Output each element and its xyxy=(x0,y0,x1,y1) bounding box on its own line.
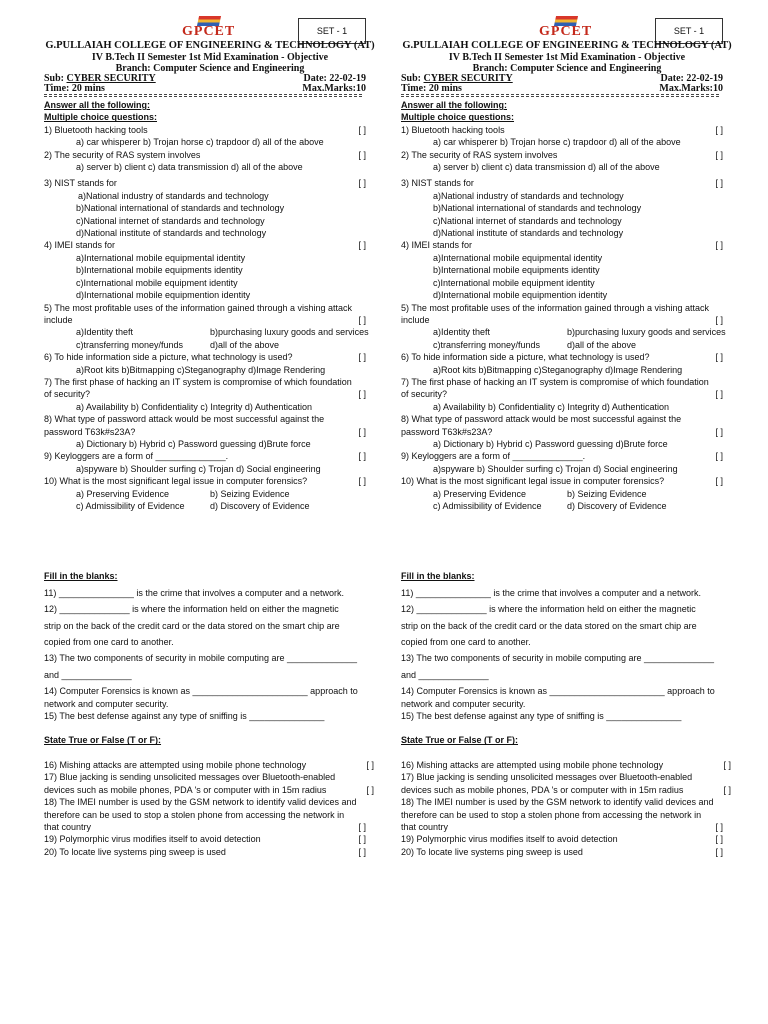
question-8-cont: password T63k#s23A? [ ] xyxy=(401,426,723,437)
question-7-cont: of security? [ ] xyxy=(401,389,723,400)
logo-text: GPCET xyxy=(182,24,236,39)
question-14-cont: network and computer security. xyxy=(401,698,526,709)
question-9: 9) Keyloggers are a form of ______________. [ ] xyxy=(401,451,723,462)
answer-bracket[interactable]: [ ] xyxy=(358,426,366,437)
question-4-option-d: d)International mobile equipmention identity xyxy=(433,290,608,301)
question-14-cont: network and computer security. xyxy=(44,698,169,709)
question-15: 15) The best defense against any type of sniffing is _______________ xyxy=(401,711,682,722)
tf-heading: State True or False (T or F): xyxy=(401,735,519,746)
question-8: 8) What type of password attack would be most successful against the xyxy=(401,414,682,425)
answer-bracket[interactable]: [ ] xyxy=(358,821,366,832)
question-7-options: a) Availability b) Confidentiality c) Integrity d) Authentication xyxy=(76,401,312,412)
set-label: SET - 1 xyxy=(655,18,723,44)
answer-bracket[interactable]: [ ] xyxy=(358,451,366,462)
question-13-cont: and ______________ xyxy=(44,669,132,680)
max-marks: Max.Marks:10 xyxy=(659,83,723,94)
question-10: 10) What is the most significant legal issue in computer forensics? [ ] xyxy=(44,476,366,487)
question-18-cont: therefore can be used to stop a stolen phone from accessing the network in xyxy=(401,809,702,820)
answer-bracket[interactable]: [ ] xyxy=(358,240,366,251)
question-1-options: a) car whisperer b) Trojan horse c) trapdoor d) all of the above xyxy=(76,137,324,148)
answer-bracket[interactable]: [ ] xyxy=(358,178,366,189)
question-17: 17) Blue jacking is sending unsolicited messages over Bluetooth-enabled xyxy=(44,772,336,783)
question-6: 6) To hide information side a picture, what technology is used? [ ] xyxy=(44,352,366,363)
answer-bracket[interactable]: [ ] xyxy=(358,834,366,845)
question-5-options-ab: a)Identity theft b)purchasing luxury goods and services xyxy=(76,327,369,338)
question-1: 1) Bluetooth hacking tools [ ] xyxy=(401,124,723,135)
question-5-cont: include [ ] xyxy=(44,314,366,325)
answer-bracket[interactable]: [ ] xyxy=(723,784,731,795)
question-17-cont: devices such as mobile phones, PDA 's or computer with in 15m radius [ ] xyxy=(401,784,731,795)
question-7: 7) The first phase of hacking an IT system is compromise of which foundation xyxy=(401,376,709,387)
question-2-options: a) server b) client c) data transmission d) all of the above xyxy=(76,162,303,173)
question-2: 2) The security of RAS system involves [ ] xyxy=(401,149,723,160)
question-4-option-a: a)International mobile equipmental identity xyxy=(433,252,603,263)
mcq-heading: Multiple choice questions: xyxy=(401,112,515,123)
question-11: 11) _______________ is the crime that involves a computer and a network. xyxy=(401,587,702,598)
question-18: 18) The IMEI number is used by the GSM network to identify valid devices and xyxy=(401,797,714,808)
question-8-options: a) Dictionary b) Hybrid c) Password guessing d)Brute force xyxy=(433,438,668,449)
question-13-cont: and ______________ xyxy=(401,669,489,680)
answer-bracket[interactable]: [ ] xyxy=(715,451,723,462)
answer-bracket[interactable]: [ ] xyxy=(358,149,366,160)
question-16: 16) Mishing attacks are attempted using mobile phone technology [ ] xyxy=(401,759,731,770)
college-logo xyxy=(174,16,244,40)
answer-bracket[interactable]: [ ] xyxy=(715,149,723,160)
question-17-cont: devices such as mobile phones, PDA 's or computer with in 15m radius [ ] xyxy=(44,784,374,795)
question-20: 20) To locate live systems ping sweep is used [ ] xyxy=(401,846,723,857)
instruction: Answer all the following: xyxy=(44,100,151,110)
answer-bracket[interactable]: [ ] xyxy=(723,759,731,770)
question-4: 4) IMEI stands for [ ] xyxy=(44,240,366,251)
exam-sheet-right xyxy=(401,14,768,874)
question-17: 17) Blue jacking is sending unsolicited messages over Bluetooth-enabled xyxy=(401,772,693,783)
subject: CYBER SECURITY xyxy=(66,73,156,84)
question-18: 18) The IMEI number is used by the GSM network to identify valid devices and xyxy=(44,797,357,808)
college-name: G.PULLAIAH COLLEGE OF ENGINEERING & TECHNOLOGY (AT) xyxy=(402,40,732,51)
question-7-options: a) Availability b) Confidentiality c) Integrity d) Authentication xyxy=(433,401,669,412)
fill-heading: Fill in the blanks: xyxy=(44,571,118,582)
question-12-cont2: copied from one card to another. xyxy=(44,637,174,648)
question-18-cont: therefore can be used to stop a stolen phone from accessing the network in xyxy=(44,809,345,820)
question-19: 19) Polymorphic virus modifies itself to avoid detection [ ] xyxy=(401,834,723,845)
question-3: 3) NIST stands for [ ] xyxy=(401,178,723,189)
time-row xyxy=(44,83,366,94)
question-3-option-d: d)National institute of standards and technology xyxy=(433,228,624,239)
question-14: 14) Computer Forensics is known as _______________________ approach to xyxy=(401,686,715,697)
question-9-options: a)spyware b) Shoulder surfing c) Trojan d) Social engineering xyxy=(433,463,678,474)
exam-date: Date: 22-02-19 xyxy=(660,73,723,84)
answer-bracket[interactable]: [ ] xyxy=(358,846,366,857)
answer-bracket[interactable]: [ ] xyxy=(715,178,723,189)
question-12-cont: strip on the back of the credit card or the data stored on the smart chip are xyxy=(401,620,697,631)
question-3-option-b: b)National international of standards and technology xyxy=(433,203,642,214)
logo-text: GPCET xyxy=(539,24,593,39)
question-10-options-cd: c) Admissibility of Evidence d) Discovery of Evidence xyxy=(433,501,667,511)
answer-bracket[interactable]: [ ] xyxy=(715,426,723,437)
exam-time: Time: 20 mins xyxy=(401,83,462,94)
answer-bracket[interactable]: [ ] xyxy=(715,124,723,135)
question-8: 8) What type of password attack would be most successful against the xyxy=(44,414,325,425)
question-14: 14) Computer Forensics is known as _______________________ approach to xyxy=(44,686,358,697)
mcq-heading: Multiple choice questions: xyxy=(44,112,158,123)
question-6: 6) To hide information side a picture, what technology is used? [ ] xyxy=(401,352,723,363)
instruction: Answer all the following: xyxy=(401,100,508,110)
question-body xyxy=(44,99,412,858)
question-1: 1) Bluetooth hacking tools [ ] xyxy=(44,124,366,135)
exam-date: Date: 22-02-19 xyxy=(303,73,366,84)
question-20: 20) To locate live systems ping sweep is used [ ] xyxy=(44,846,366,857)
question-3-option-d: d)National institute of standards and technology xyxy=(76,228,267,239)
question-12: 12) ______________ is where the information held on either the magnetic xyxy=(44,604,339,615)
answer-bracket[interactable]: [ ] xyxy=(358,314,366,325)
subject-prefix: Sub: xyxy=(44,73,67,84)
question-3-option-c: c)National internet of standards and technology xyxy=(433,215,622,226)
question-4-option-c: c)International mobile equipment identity xyxy=(76,277,238,288)
answer-bracket[interactable]: [ ] xyxy=(715,240,723,251)
question-8-cont: password T63k#s23A? [ ] xyxy=(44,426,366,437)
subject: CYBER SECURITY xyxy=(423,73,513,84)
question-19: 19) Polymorphic virus modifies itself to avoid detection [ ] xyxy=(44,834,366,845)
answer-bracket[interactable]: [ ] xyxy=(358,124,366,135)
question-18-cont2: that country [ ] xyxy=(44,821,366,832)
question-4-option-a: a)International mobile equipmental identity xyxy=(76,252,246,263)
question-12-cont2: copied from one card to another. xyxy=(401,637,531,648)
question-3-option-c: c)National internet of standards and technology xyxy=(76,215,265,226)
subject-prefix: Sub: xyxy=(401,73,424,84)
answer-bracket[interactable]: [ ] xyxy=(715,834,723,845)
exam-title: IV B.Tech II Semester 1st Mid Examination - Objective xyxy=(448,52,686,63)
answer-bracket[interactable]: [ ] xyxy=(715,314,723,325)
question-4-option-b: b)International mobile equipments identity xyxy=(76,265,243,276)
question-1-options: a) car whisperer b) Trojan horse c) trapdoor d) all of the above xyxy=(433,137,681,148)
question-13: 13) The two components of security in mobile computing are ______________ xyxy=(44,653,358,664)
question-6-options: a)Root kits b)Bitmapping c)Steganography d)Image Rendering xyxy=(76,364,326,375)
question-12: 12) ______________ is where the information held on either the magnetic xyxy=(401,604,696,615)
question-10-options-cd: c) Admissibility of Evidence d) Discovery of Evidence xyxy=(76,501,310,511)
question-6-options: a)Root kits b)Bitmapping c)Steganography d)Image Rendering xyxy=(433,364,683,375)
question-10-options-ab: a) Preserving Evidence b) Seizing Evidence xyxy=(433,488,647,499)
answer-bracket[interactable]: [ ] xyxy=(715,846,723,857)
question-5: 5) The most profitable uses of the information gained through a vishing attack xyxy=(401,302,710,313)
question-5-cont: include [ ] xyxy=(401,314,723,325)
set-label: SET - 1 xyxy=(298,18,366,44)
answer-bracket[interactable]: [ ] xyxy=(358,352,366,363)
answer-bracket[interactable]: [ ] xyxy=(358,389,366,400)
college-name: G.PULLAIAH COLLEGE OF ENGINEERING & TECHNOLOGY (AT) xyxy=(45,40,375,51)
separator xyxy=(401,96,719,97)
max-marks: Max.Marks:10 xyxy=(302,83,366,94)
answer-bracket[interactable]: [ ] xyxy=(715,821,723,832)
question-4: 4) IMEI stands for [ ] xyxy=(401,240,723,251)
question-3-option-a: a)National industry of standards and technology xyxy=(78,190,269,201)
question-2-options: a) server b) client c) data transmission d) all of the above xyxy=(433,162,660,173)
answer-bracket[interactable]: [ ] xyxy=(715,476,723,487)
branch: Branch: Computer Science and Engineering xyxy=(115,63,305,74)
question-10-options-ab: a) Preserving Evidence b) Seizing Evidence xyxy=(76,488,290,499)
question-7-cont: of security? [ ] xyxy=(44,389,366,400)
time-row xyxy=(401,83,723,94)
question-9-options: a)spyware b) Shoulder surfing c) Trojan d) Social engineering xyxy=(76,463,321,474)
question-2: 2) The security of RAS system involves [ ] xyxy=(44,149,366,160)
question-10: 10) What is the most significant legal issue in computer forensics? [ ] xyxy=(401,476,723,487)
question-12-cont: strip on the back of the credit card or the data stored on the smart chip are xyxy=(44,620,340,631)
question-5-options-cd: c)transferring money/funds d)all of the above xyxy=(76,339,280,350)
question-4-option-d: d)International mobile equipmention identity xyxy=(76,290,251,301)
fill-heading: Fill in the blanks: xyxy=(401,571,475,582)
question-11: 11) _______________ is the crime that involves a computer and a network. xyxy=(44,587,345,598)
question-5: 5) The most profitable uses of the information gained through a vishing attack xyxy=(44,302,353,313)
exam-title: IV B.Tech II Semester 1st Mid Examination - Objective xyxy=(91,52,329,63)
question-body xyxy=(401,99,768,858)
question-9: 9) Keyloggers are a form of ______________. [ ] xyxy=(44,451,366,462)
answer-bracket[interactable]: [ ] xyxy=(715,389,723,400)
separator xyxy=(44,96,362,97)
question-8-options: a) Dictionary b) Hybrid c) Password guessing d)Brute force xyxy=(76,438,311,449)
question-3-option-a: a)National industry of standards and technology xyxy=(433,190,624,201)
question-3: 3) NIST stands for [ ] xyxy=(44,178,366,189)
tf-heading: State True or False (T or F): xyxy=(44,735,162,746)
question-5-options-cd: c)transferring money/funds d)all of the above xyxy=(433,339,637,350)
question-4-option-c: c)International mobile equipment identity xyxy=(433,277,595,288)
answer-bracket[interactable]: [ ] xyxy=(715,352,723,363)
answer-bracket[interactable]: [ ] xyxy=(366,759,374,770)
question-16: 16) Mishing attacks are attempted using mobile phone technology [ ] xyxy=(44,759,374,770)
question-13: 13) The two components of security in mobile computing are ______________ xyxy=(401,653,715,664)
question-5-options-ab: a)Identity theft b)purchasing luxury goods and services xyxy=(433,327,726,338)
question-15: 15) The best defense against any type of sniffing is _______________ xyxy=(44,711,325,722)
separator xyxy=(44,94,362,95)
separator xyxy=(401,94,719,95)
question-18-cont2: that country [ ] xyxy=(401,821,723,832)
question-3-option-b: b)National international of standards and technology xyxy=(76,203,285,214)
question-7: 7) The first phase of hacking an IT system is compromise of which foundation xyxy=(44,376,352,387)
exam-sheet-left xyxy=(44,14,412,874)
question-4-option-b: b)International mobile equipments identity xyxy=(433,265,600,276)
branch: Branch: Computer Science and Engineering xyxy=(472,63,662,74)
college-logo xyxy=(531,16,601,40)
answer-bracket[interactable]: [ ] xyxy=(358,476,366,487)
answer-bracket[interactable]: [ ] xyxy=(366,784,374,795)
exam-time: Time: 20 mins xyxy=(44,83,105,94)
